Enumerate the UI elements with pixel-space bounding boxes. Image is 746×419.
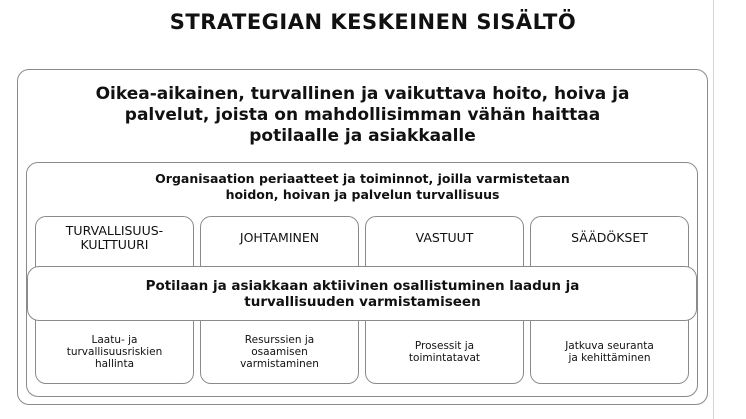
column-bottom-line: Resurssien ja [244,334,315,346]
column-title [365,231,524,245]
column-title [530,231,689,245]
goal-line: potilaalle ja asiakkaalle [249,126,476,146]
column-bottom-text [200,334,359,370]
column-bottom-text [35,334,194,370]
column-bottom-line: Jatkuva seuranta [565,340,654,352]
column-title [200,231,359,245]
right-edge-divider [713,0,714,419]
column-title-line: TURVALLISUUS- [65,223,164,238]
column-title-line: JOHTAMINEN [239,230,320,245]
column-bottom-text [530,340,689,364]
column-bottom-line: Prosessit ja [414,340,475,352]
column-title [35,224,194,252]
column-bottom-line: Laatu- ja [91,334,138,346]
page-title: STRATEGIAN KESKEINEN SISÄLTÖ [169,10,577,34]
column-title-line: KULTTUURI [80,237,149,252]
principles-line: hoidon, hoivan ja palvelun turvallisuus [225,187,500,202]
column-bottom-line: osaamisen [251,346,308,358]
participation-line: Potilaan ja asiakkaan aktiivinen osallistuminen laadun ja [145,278,580,294]
principles-heading [40,171,685,203]
column-bottom-line: hallinta [94,358,135,370]
goal-statement [30,84,695,147]
principles-line: Organisaation periaatteet ja toiminnot, joilla varmistetaan [155,171,570,186]
column-bottom-line: varmistaminen [240,358,319,370]
participation-text [40,278,685,310]
column-bottom-line: ja kehittäminen [568,352,651,364]
goal-line: Oikea-aikainen, turvallinen ja vaikuttava hoito, hoiva ja [95,84,630,104]
column-title-line: SÄÄDÖKSET [571,230,648,245]
column-bottom-line: toimintatavat [408,352,481,364]
goal-line: palvelut, joista on mahdollisimman vähän haittaa [124,105,601,125]
participation-line: turvallisuuden varmistamiseen [244,294,481,310]
column-title-line: VASTUUT [415,230,474,245]
column-bottom-line: turvallisuusriskien [66,346,163,358]
column-bottom-text [365,340,524,364]
